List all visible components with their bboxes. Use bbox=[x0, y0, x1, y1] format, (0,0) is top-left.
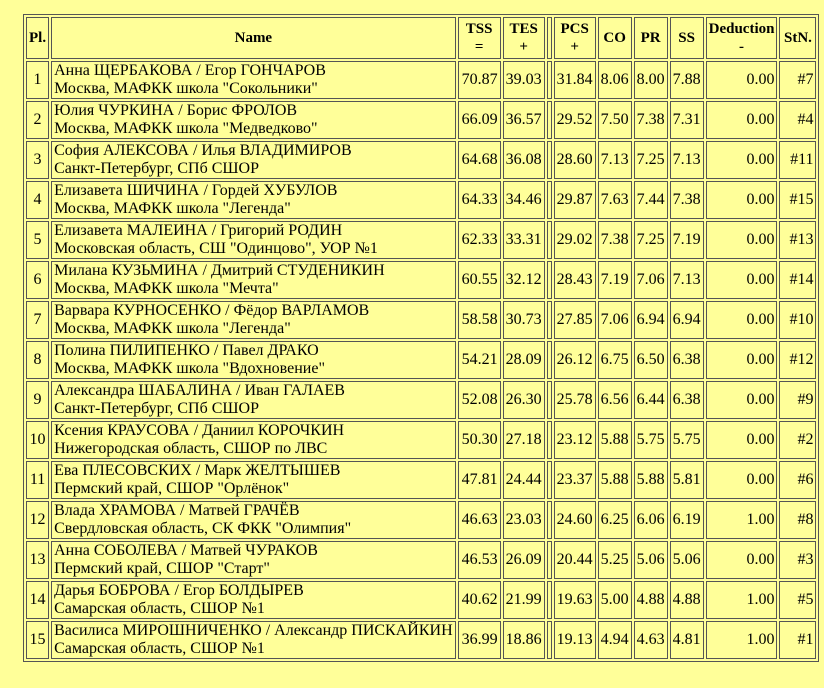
skaters-cell bbox=[51, 221, 456, 259]
table-row bbox=[26, 501, 816, 539]
tes-cell: 18.86 bbox=[503, 621, 545, 659]
co-cell: 6.75 bbox=[598, 341, 632, 379]
table-row bbox=[26, 421, 816, 459]
skater-names: Дарья БОБРОВА / Егор БОЛДЫРЕВ bbox=[54, 582, 304, 599]
skater-names: Анна ЩЕРБАКОВА / Егор ГОНЧАРОВ bbox=[54, 62, 326, 79]
tss-cell: 46.53 bbox=[458, 541, 501, 579]
tes-cell: 32.12 bbox=[503, 261, 545, 299]
place-cell: 9 bbox=[26, 381, 49, 419]
table-row bbox=[26, 621, 816, 659]
pr-cell: 5.88 bbox=[634, 461, 668, 499]
header-deduction-sign: - bbox=[739, 39, 745, 55]
skater-club: Свердловская область, СК ФКК "Олимпия" bbox=[54, 520, 352, 537]
separator-cell bbox=[547, 341, 552, 379]
co-cell: 7.13 bbox=[598, 141, 632, 179]
pr-cell: 7.38 bbox=[634, 101, 668, 139]
header-pr: PR bbox=[634, 17, 668, 59]
co-cell: 7.06 bbox=[598, 301, 632, 339]
ss-cell: 6.38 bbox=[670, 381, 704, 419]
table-row bbox=[26, 341, 816, 379]
deduction-cell: 0.00 bbox=[706, 421, 778, 459]
ss-cell: 5.81 bbox=[670, 461, 704, 499]
pr-cell: 5.75 bbox=[634, 421, 668, 459]
header-separator bbox=[547, 17, 552, 59]
tes-cell: 36.57 bbox=[503, 101, 545, 139]
skater-club: Москва, МАФКК школа "Легенда" bbox=[54, 320, 291, 337]
skater-names: Юлия ЧУРКИНА / Борис ФРОЛОВ bbox=[54, 102, 298, 119]
header-pcs-sign: + bbox=[570, 39, 579, 55]
skater-club: Санкт-Петербург, СПб СШОР bbox=[54, 160, 259, 177]
stn-cell: #6 bbox=[779, 461, 816, 499]
co-cell: 5.00 bbox=[598, 581, 632, 619]
header-tes bbox=[503, 17, 545, 59]
pr-cell: 7.25 bbox=[634, 221, 668, 259]
separator-cell bbox=[547, 101, 552, 139]
skater-club: Санкт-Петербург, СПб СШОР bbox=[54, 400, 259, 417]
place-cell: 11 bbox=[26, 461, 49, 499]
tes-cell: 21.99 bbox=[503, 581, 545, 619]
header-name: Name bbox=[51, 17, 456, 59]
skater-names: Елизавета МАЛЕИНА / Григорий РОДИН bbox=[54, 222, 343, 239]
deduction-cell: 0.00 bbox=[706, 101, 778, 139]
separator-cell bbox=[547, 501, 552, 539]
ss-cell: 7.13 bbox=[670, 261, 704, 299]
skater-names: Влада ХРАМОВА / Матвей ГРАЧЁВ bbox=[54, 502, 300, 519]
place-cell: 5 bbox=[26, 221, 49, 259]
place-cell: 14 bbox=[26, 581, 49, 619]
place-cell: 2 bbox=[26, 101, 49, 139]
ss-cell: 5.75 bbox=[670, 421, 704, 459]
tss-cell: 64.33 bbox=[458, 181, 501, 219]
pr-cell: 7.25 bbox=[634, 141, 668, 179]
ss-cell: 7.88 bbox=[670, 61, 704, 99]
stn-cell: #5 bbox=[779, 581, 816, 619]
tes-cell: 26.30 bbox=[503, 381, 545, 419]
deduction-cell: 0.00 bbox=[706, 461, 778, 499]
tss-cell: 40.62 bbox=[458, 581, 501, 619]
skater-names: Ева ПЛЕСОВСКИХ / Марк ЖЕЛТЫШЕВ bbox=[54, 462, 341, 479]
ss-cell: 6.19 bbox=[670, 501, 704, 539]
tss-cell: 66.09 bbox=[458, 101, 501, 139]
deduction-cell: 0.00 bbox=[706, 261, 778, 299]
pcs-cell: 25.78 bbox=[554, 381, 596, 419]
deduction-cell: 0.00 bbox=[706, 221, 778, 259]
tss-cell: 58.58 bbox=[458, 301, 501, 339]
pcs-cell: 29.87 bbox=[554, 181, 596, 219]
tes-cell: 26.09 bbox=[503, 541, 545, 579]
deduction-cell: 1.00 bbox=[706, 581, 778, 619]
skater-names: Полина ПИЛИПЕНКО / Павел ДРАКО bbox=[54, 342, 319, 359]
place-cell: 10 bbox=[26, 421, 49, 459]
skater-names: Анна СОБОЛЕВА / Матвей ЧУРАКОВ bbox=[54, 542, 318, 559]
deduction-cell: 0.00 bbox=[706, 341, 778, 379]
separator-cell bbox=[547, 61, 552, 99]
skater-names: Александра ШАБАЛИНА / Иван ГАЛАЕВ bbox=[54, 382, 345, 399]
co-cell: 7.63 bbox=[598, 181, 632, 219]
separator-cell bbox=[547, 581, 552, 619]
header-co: CO bbox=[598, 17, 632, 59]
skater-club: Московская область, СШ "Одинцово", УОР №1 bbox=[54, 240, 378, 257]
pcs-cell: 26.12 bbox=[554, 341, 596, 379]
tes-cell: 24.44 bbox=[503, 461, 545, 499]
pcs-cell: 28.43 bbox=[554, 261, 596, 299]
pr-cell: 6.50 bbox=[634, 341, 668, 379]
tss-cell: 60.55 bbox=[458, 261, 501, 299]
stn-cell: #7 bbox=[779, 61, 816, 99]
pcs-cell: 28.60 bbox=[554, 141, 596, 179]
header-row bbox=[26, 17, 816, 59]
ss-cell: 7.31 bbox=[670, 101, 704, 139]
tss-cell: 47.81 bbox=[458, 461, 501, 499]
co-cell: 6.56 bbox=[598, 381, 632, 419]
tes-cell: 28.09 bbox=[503, 341, 545, 379]
table-row bbox=[26, 541, 816, 579]
pcs-cell: 29.52 bbox=[554, 101, 596, 139]
deduction-cell: 0.00 bbox=[706, 61, 778, 99]
ss-cell: 7.13 bbox=[670, 141, 704, 179]
skaters-cell bbox=[51, 101, 456, 139]
co-cell: 7.38 bbox=[598, 221, 632, 259]
deduction-cell: 0.00 bbox=[706, 381, 778, 419]
place-cell: 8 bbox=[26, 341, 49, 379]
skater-club: Самарская область, СШОР №1 bbox=[54, 640, 265, 657]
place-cell: 1 bbox=[26, 61, 49, 99]
skater-club: Москва, МАФКК школа "Мечта" bbox=[54, 280, 279, 297]
ss-cell: 6.38 bbox=[670, 341, 704, 379]
pr-cell: 8.00 bbox=[634, 61, 668, 99]
skaters-cell bbox=[51, 621, 456, 659]
place-cell: 12 bbox=[26, 501, 49, 539]
skaters-cell bbox=[51, 141, 456, 179]
pr-cell: 6.94 bbox=[634, 301, 668, 339]
place-cell: 7 bbox=[26, 301, 49, 339]
separator-cell bbox=[547, 621, 552, 659]
header-deduction bbox=[706, 17, 778, 59]
stn-cell: #11 bbox=[779, 141, 816, 179]
stn-cell: #14 bbox=[779, 261, 816, 299]
skater-club: Москва, МАФКК школа "Вдохновение" bbox=[54, 360, 325, 377]
skaters-cell bbox=[51, 181, 456, 219]
pcs-cell: 23.37 bbox=[554, 461, 596, 499]
pcs-cell: 24.60 bbox=[554, 501, 596, 539]
place-cell: 6 bbox=[26, 261, 49, 299]
pr-cell: 4.88 bbox=[634, 581, 668, 619]
separator-cell bbox=[547, 301, 552, 339]
skater-names: Ксения КРАУСОВА / Даниил КОРОЧКИН bbox=[54, 422, 345, 439]
co-cell: 7.50 bbox=[598, 101, 632, 139]
stn-cell: #1 bbox=[779, 621, 816, 659]
pr-cell: 7.44 bbox=[634, 181, 668, 219]
tss-cell: 62.33 bbox=[458, 221, 501, 259]
stn-cell: #8 bbox=[779, 501, 816, 539]
skaters-cell bbox=[51, 461, 456, 499]
table-row bbox=[26, 141, 816, 179]
skaters-cell bbox=[51, 501, 456, 539]
deduction-cell: 1.00 bbox=[706, 621, 778, 659]
stn-cell: #4 bbox=[779, 101, 816, 139]
header-stn: StN. bbox=[779, 17, 816, 59]
skaters-cell bbox=[51, 581, 456, 619]
header-tes-sign: + bbox=[519, 39, 528, 55]
table-row bbox=[26, 581, 816, 619]
tes-cell: 36.08 bbox=[503, 141, 545, 179]
stn-cell: #13 bbox=[779, 221, 816, 259]
header-tss bbox=[458, 17, 501, 59]
skater-names: Милана КУЗЬМИНА / Дмитрий СТУДЕНИКИН bbox=[54, 262, 385, 279]
tes-cell: 39.03 bbox=[503, 61, 545, 99]
place-cell: 4 bbox=[26, 181, 49, 219]
skater-names: Василиса МИРОШНИЧЕНКО / Александр ПИСКАЙКИН bbox=[54, 622, 453, 639]
skater-club: Москва, МАФКК школа "Сокольники" bbox=[54, 80, 318, 97]
ss-cell: 4.88 bbox=[670, 581, 704, 619]
skater-club: Пермский край, СШОР "Орлёнок" bbox=[54, 480, 290, 497]
header-deduction-label: Deduction bbox=[708, 21, 775, 37]
tes-cell: 27.18 bbox=[503, 421, 545, 459]
separator-cell bbox=[547, 141, 552, 179]
tss-cell: 54.21 bbox=[458, 341, 501, 379]
deduction-cell: 0.00 bbox=[706, 541, 778, 579]
stn-cell: #2 bbox=[779, 421, 816, 459]
place-cell: 15 bbox=[26, 621, 49, 659]
skater-club: Москва, МАФКК школа "Легенда" bbox=[54, 200, 291, 217]
co-cell: 6.25 bbox=[598, 501, 632, 539]
header-tss-sign: = bbox=[474, 39, 484, 55]
pcs-cell: 27.85 bbox=[554, 301, 596, 339]
skaters-cell bbox=[51, 301, 456, 339]
co-cell: 5.25 bbox=[598, 541, 632, 579]
pr-cell: 5.06 bbox=[634, 541, 668, 579]
skaters-cell bbox=[51, 541, 456, 579]
pcs-cell: 19.63 bbox=[554, 581, 596, 619]
skater-club: Москва, МАФКК школа "Медведково" bbox=[54, 120, 318, 137]
pcs-cell: 29.02 bbox=[554, 221, 596, 259]
header-pcs-label: PCS bbox=[560, 21, 589, 37]
table-row bbox=[26, 181, 816, 219]
place-cell: 13 bbox=[26, 541, 49, 579]
skater-club: Нижегородская область, СШОР по ЛВС bbox=[54, 440, 328, 457]
pr-cell: 7.06 bbox=[634, 261, 668, 299]
separator-cell bbox=[547, 421, 552, 459]
place-cell: 3 bbox=[26, 141, 49, 179]
tss-cell: 36.99 bbox=[458, 621, 501, 659]
skaters-cell bbox=[51, 421, 456, 459]
stn-cell: #12 bbox=[779, 341, 816, 379]
table-row bbox=[26, 61, 816, 99]
separator-cell bbox=[547, 261, 552, 299]
header-tss-label: TSS bbox=[465, 21, 493, 37]
deduction-cell: 0.00 bbox=[706, 181, 778, 219]
co-cell: 5.88 bbox=[598, 461, 632, 499]
stn-cell: #15 bbox=[779, 181, 816, 219]
tes-cell: 33.31 bbox=[503, 221, 545, 259]
skaters-cell bbox=[51, 381, 456, 419]
deduction-cell: 0.00 bbox=[706, 301, 778, 339]
separator-cell bbox=[547, 181, 552, 219]
table-row bbox=[26, 461, 816, 499]
ss-cell: 4.81 bbox=[670, 621, 704, 659]
ss-cell: 7.19 bbox=[670, 221, 704, 259]
tss-cell: 70.87 bbox=[458, 61, 501, 99]
pr-cell: 6.06 bbox=[634, 501, 668, 539]
stn-cell: #9 bbox=[779, 381, 816, 419]
skaters-cell bbox=[51, 61, 456, 99]
table-row bbox=[26, 261, 816, 299]
co-cell: 7.19 bbox=[598, 261, 632, 299]
pcs-cell: 23.12 bbox=[554, 421, 596, 459]
separator-cell bbox=[547, 381, 552, 419]
header-tes-label: TES bbox=[509, 21, 538, 37]
ss-cell: 5.06 bbox=[670, 541, 704, 579]
separator-cell bbox=[547, 541, 552, 579]
table-row bbox=[26, 221, 816, 259]
tes-cell: 23.03 bbox=[503, 501, 545, 539]
table-row bbox=[26, 101, 816, 139]
header-ss: SS bbox=[670, 17, 704, 59]
results-body bbox=[26, 61, 816, 659]
skater-club: Самарская область, СШОР №1 bbox=[54, 600, 265, 617]
deduction-cell: 0.00 bbox=[706, 141, 778, 179]
stn-cell: #3 bbox=[779, 541, 816, 579]
skaters-cell bbox=[51, 341, 456, 379]
tes-cell: 34.46 bbox=[503, 181, 545, 219]
pcs-cell: 20.44 bbox=[554, 541, 596, 579]
stn-cell: #10 bbox=[779, 301, 816, 339]
skater-club: Пермский край, СШОР "Старт" bbox=[54, 560, 270, 577]
tss-cell: 64.68 bbox=[458, 141, 501, 179]
ss-cell: 6.94 bbox=[670, 301, 704, 339]
deduction-cell: 1.00 bbox=[706, 501, 778, 539]
results-table bbox=[23, 14, 819, 662]
pcs-cell: 19.13 bbox=[554, 621, 596, 659]
co-cell: 4.94 bbox=[598, 621, 632, 659]
header-place: Pl. bbox=[26, 17, 49, 59]
header-pcs bbox=[554, 17, 596, 59]
separator-cell bbox=[547, 461, 552, 499]
tes-cell: 30.73 bbox=[503, 301, 545, 339]
table-row bbox=[26, 301, 816, 339]
skaters-cell bbox=[51, 261, 456, 299]
separator-cell bbox=[547, 221, 552, 259]
pr-cell: 6.44 bbox=[634, 381, 668, 419]
tss-cell: 46.63 bbox=[458, 501, 501, 539]
pcs-cell: 31.84 bbox=[554, 61, 596, 99]
co-cell: 5.88 bbox=[598, 421, 632, 459]
skater-names: София АЛЕКСОВА / Илья ВЛАДИМИРОВ bbox=[54, 142, 352, 159]
skater-names: Варвара КУРНОСЕНКО / Фёдор ВАРЛАМОВ bbox=[54, 302, 370, 319]
pr-cell: 4.63 bbox=[634, 621, 668, 659]
ss-cell: 7.38 bbox=[670, 181, 704, 219]
skater-names: Елизавета ШИЧИНА / Гордей ХУБУЛОВ bbox=[54, 182, 338, 199]
table-row bbox=[26, 381, 816, 419]
tss-cell: 52.08 bbox=[458, 381, 501, 419]
co-cell: 8.06 bbox=[598, 61, 632, 99]
tss-cell: 50.30 bbox=[458, 421, 501, 459]
